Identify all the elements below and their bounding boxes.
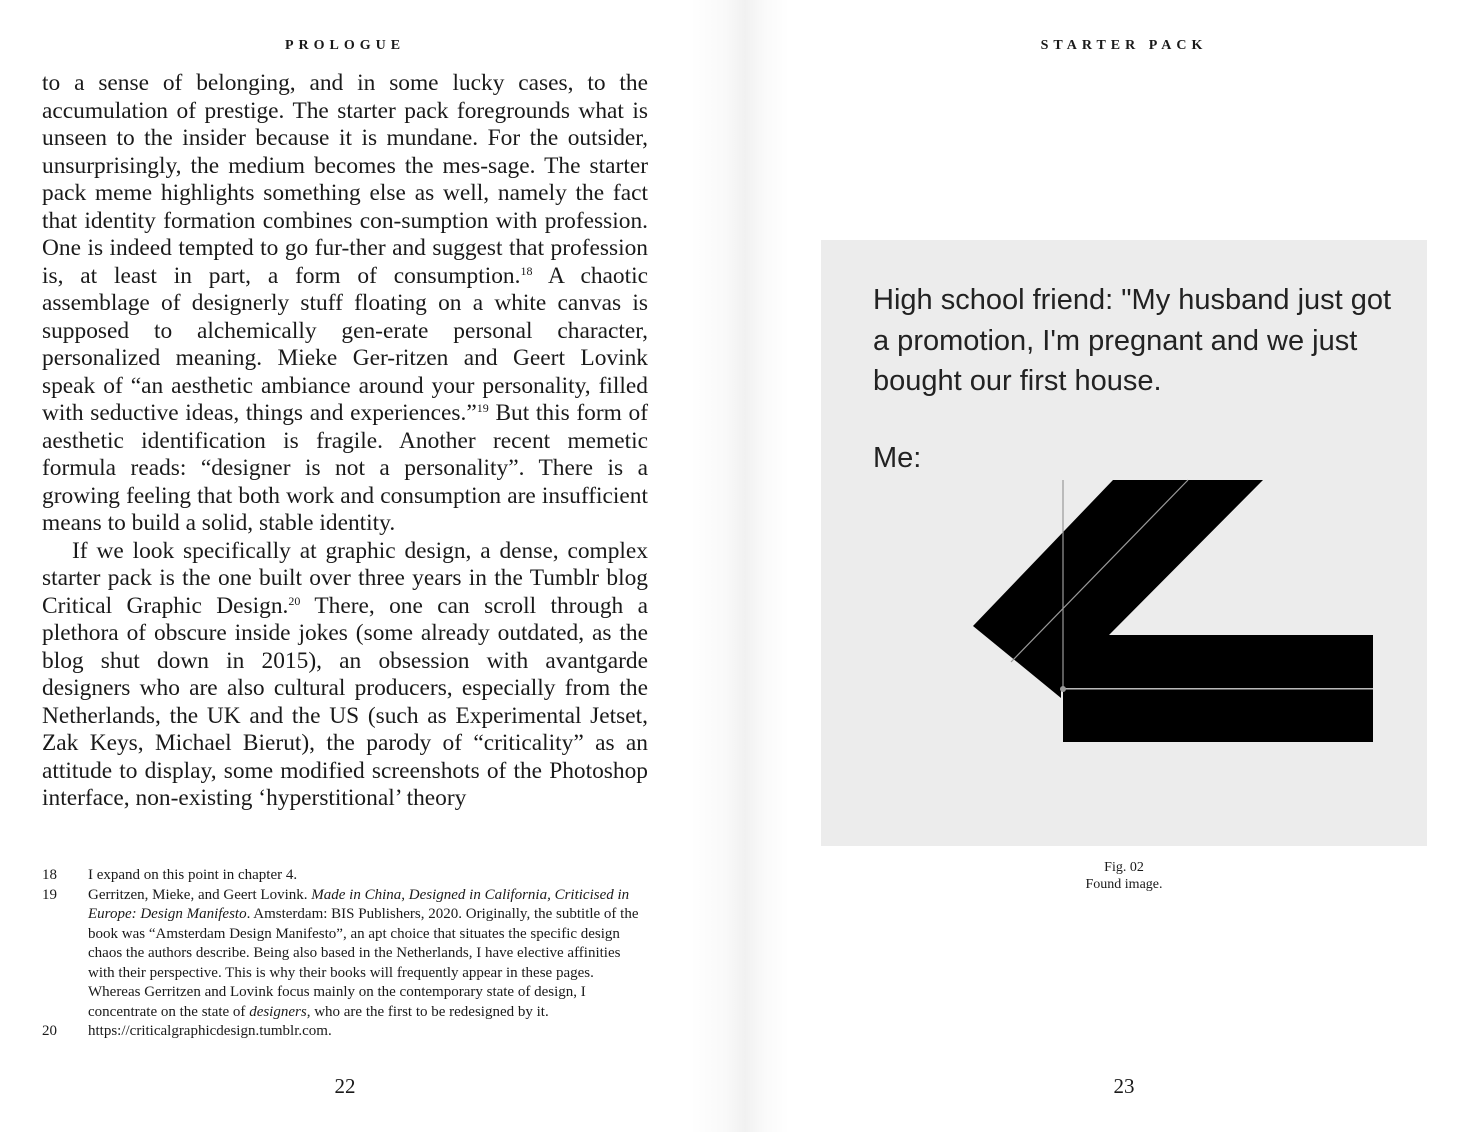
figure-description: Found image. <box>1085 876 1163 892</box>
body-text <box>42 70 648 813</box>
arrow-shape-icon <box>821 240 1427 846</box>
running-head-left: PROLOGUE <box>284 38 406 53</box>
figure-meme <box>821 240 1427 846</box>
page-number-left: 22 <box>334 1074 356 1098</box>
figure-label: Fig. 02 <box>1104 860 1144 875</box>
footnote-text <box>88 886 648 1023</box>
paragraph-1-text-a: to a sense of belonging, and in some lucky cases, to the accumulation of prestige. The starter pack foregrounds what is unseen to the insider because it is mundane. For the outsider, unsurprisingly, the medium becomes the mes-sage. The starter pack meme highlights something else as well, namely the fact that identity formation combines con-sumption with profession. One is indeed tempted to go fur-ther and suggest that profession is, at least in part, a form of consumption. <box>42 70 648 289</box>
footnote-text-mid: . Amsterdam: BIS Publishers, 2020. Originally, the subtitle of the book was “Amsterdam Design Manifesto”, an apt choice that situates the specific design chaos the authors describe. Being also based in the Netherlands, I have elective affinities with their perspective. This is why their books will frequently appear in these pages. Whereas Gerritzen and Lovink focus mainly on the contemporary state of design, I concentrate on the state of <box>88 906 639 1020</box>
paragraph-1-text-c: But this form of aesthetic identification is fragile. Another recent memetic formula reads: “designer is not a personality”. There is a growing feeling that both work and consumption are insufficient means to build a solid, stable identity. <box>42 400 648 536</box>
figure-caption <box>1024 860 1224 893</box>
paragraph-2-text-b: There, one can scroll through a plethora of obscure inside jokes (some already outdated, as the blog shut down in 2015), an obsession with avantgarde designers who are also cultural producers, especially from the Netherlands, the UK and the US (such as Experimental Jetset, Zak Keys, Michael Bierut), the parody of “criticality” as an attitude to display, some modified screenshots of the Photoshop interface, non-existing ‘hyperstitional’ theory <box>42 592 648 811</box>
footnote-ref-20[interactable]: 20 <box>288 593 301 608</box>
footnote-20 <box>42 1022 648 1042</box>
footnote-number: 19 <box>42 886 57 903</box>
footnote-ref-19[interactable]: 19 <box>476 401 489 415</box>
book-title: Made in China, Designed in California, Criticised in Europe: Design Manifesto <box>88 886 630 922</box>
footnote-18 <box>42 866 648 886</box>
footnote-text: I expand on this point in chapter 4. <box>88 867 298 883</box>
footnote-ref-18[interactable]: 18 <box>520 263 533 278</box>
guide-anchor-point <box>1060 686 1066 692</box>
footnote-number: 20 <box>42 1023 57 1039</box>
paragraph-1-text-b: A chaotic assemblage of designerly stuff floating on a white canvas is supposed to alchemically gen-erate personal character, personalized meaning. Mieke Ger-ritzen and Geert Lovink speak of “an aesthetic ambiance around your personality, filled with seductive ideas, things and experiences.” <box>42 262 648 426</box>
meme-me-label: Me: <box>873 442 922 474</box>
meme-caption: High school friend: "My husband just got a promotion, I'm pregnant and we just bought our first house. <box>873 284 1392 397</box>
arrow-bottom-bar <box>1063 689 1373 742</box>
footnote-text-pre: Gerritzen, Mieke, and Geert Lovink. <box>88 886 312 903</box>
footnotes <box>42 866 648 1042</box>
running-head-right: STARTER PACK <box>1040 38 1208 53</box>
footnote-url[interactable]: https://criticalgraphicdesign.tumblr.com. <box>88 1023 332 1039</box>
emphasis-designers: designers <box>249 1003 307 1020</box>
arrow-diagonal-band <box>973 480 1373 698</box>
paragraph-2 <box>42 538 648 813</box>
page-number-right: 23 <box>1113 1074 1135 1098</box>
footnote-text-post: , who are the first to be redesigned by it. <box>306 1003 549 1020</box>
footnote-19 <box>42 886 648 1023</box>
footnote-number: 18 <box>42 867 57 883</box>
paragraph-1 <box>42 70 648 538</box>
paragraph-2-text-a: If we look specifically at graphic design, a dense, complex starter pack is the one built over three years in the Tumblr blog Critical Graphic Design. <box>42 537 648 619</box>
